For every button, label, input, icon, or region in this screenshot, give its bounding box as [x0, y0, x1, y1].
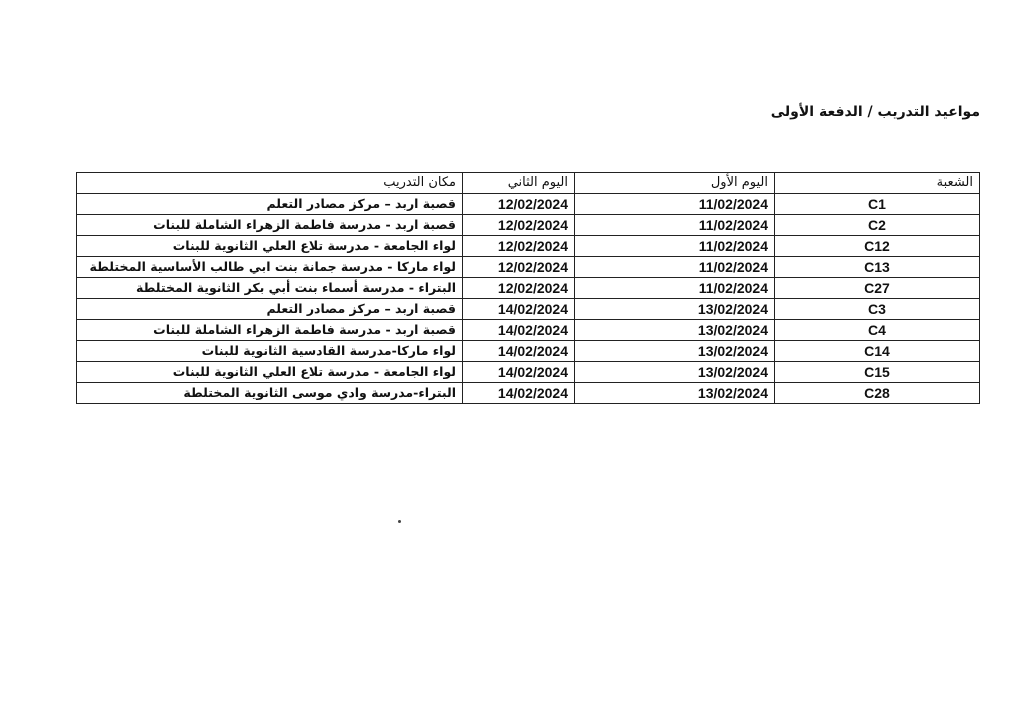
day2-cell: 14/02/2024: [463, 383, 575, 404]
place-cell: البتراء-مدرسة وادي موسى الثانوية المختلطة: [77, 383, 463, 404]
section-cell: C4: [775, 320, 980, 341]
day2-cell: 12/02/2024: [463, 236, 575, 257]
place-cell: لواء ماركا-مدرسة القادسية الثانوية للبنات: [77, 341, 463, 362]
page-title: مواعيد التدريب / الدفعة الأولى: [770, 104, 980, 120]
day2-cell: 14/02/2024: [463, 320, 575, 341]
day2-cell: 12/02/2024: [463, 257, 575, 278]
table-header-row: [77, 173, 980, 194]
table-row: [77, 194, 980, 215]
section-cell: C3: [775, 299, 980, 320]
place-cell: قصبة اربد - مدرسة فاطمة الزهراء الشاملة للبنات: [77, 215, 463, 236]
day1-cell: 13/02/2024: [575, 362, 775, 383]
place-cell: لواء الجامعة - مدرسة تلاع العلي الثانوية للبنات: [77, 362, 463, 383]
section-cell: C12: [775, 236, 980, 257]
place-cell: قصبة اربد - مدرسة فاطمة الزهراء الشاملة للبنات: [77, 320, 463, 341]
table-row: [77, 278, 980, 299]
section-cell: C27: [775, 278, 980, 299]
day1-cell: 11/02/2024: [575, 257, 775, 278]
scan-speck: [398, 520, 401, 523]
schedule-table: [76, 172, 980, 404]
day1-cell: 11/02/2024: [575, 236, 775, 257]
header-day1: اليوم الأول: [575, 173, 775, 194]
day2-cell: 14/02/2024: [463, 299, 575, 320]
header-section: الشعبة: [775, 173, 980, 194]
section-cell: C1: [775, 194, 980, 215]
table-row: [77, 299, 980, 320]
day1-cell: 13/02/2024: [575, 299, 775, 320]
header-place: مكان التدريب: [77, 173, 463, 194]
table-row: [77, 362, 980, 383]
day2-cell: 12/02/2024: [463, 215, 575, 236]
table-row: [77, 215, 980, 236]
table-row: [77, 320, 980, 341]
place-cell: قصبة اربد – مركز مصادر التعلم: [77, 299, 463, 320]
section-cell: C28: [775, 383, 980, 404]
day2-cell: 14/02/2024: [463, 362, 575, 383]
place-cell: لواء ماركا - مدرسة جمانة بنت ابي طالب الأساسية المختلطة: [77, 257, 463, 278]
day2-cell: 12/02/2024: [463, 278, 575, 299]
place-cell: لواء الجامعة - مدرسة تلاع العلي الثانوية للبنات: [77, 236, 463, 257]
day2-cell: 14/02/2024: [463, 341, 575, 362]
table-row: [77, 236, 980, 257]
table-row: [77, 383, 980, 404]
place-cell: قصبة اربد – مركز مصادر التعلم: [77, 194, 463, 215]
table-row: [77, 257, 980, 278]
day2-cell: 12/02/2024: [463, 194, 575, 215]
day1-cell: 11/02/2024: [575, 278, 775, 299]
section-cell: C15: [775, 362, 980, 383]
day1-cell: 11/02/2024: [575, 194, 775, 215]
day1-cell: 11/02/2024: [575, 215, 775, 236]
place-cell: البتراء - مدرسة أسماء بنت أبي بكر الثانوية المختلطة: [77, 278, 463, 299]
day1-cell: 13/02/2024: [575, 341, 775, 362]
day1-cell: 13/02/2024: [575, 383, 775, 404]
table-row: [77, 341, 980, 362]
section-cell: C13: [775, 257, 980, 278]
section-cell: C14: [775, 341, 980, 362]
day1-cell: 13/02/2024: [575, 320, 775, 341]
section-cell: C2: [775, 215, 980, 236]
header-day2: اليوم الثاني: [463, 173, 575, 194]
